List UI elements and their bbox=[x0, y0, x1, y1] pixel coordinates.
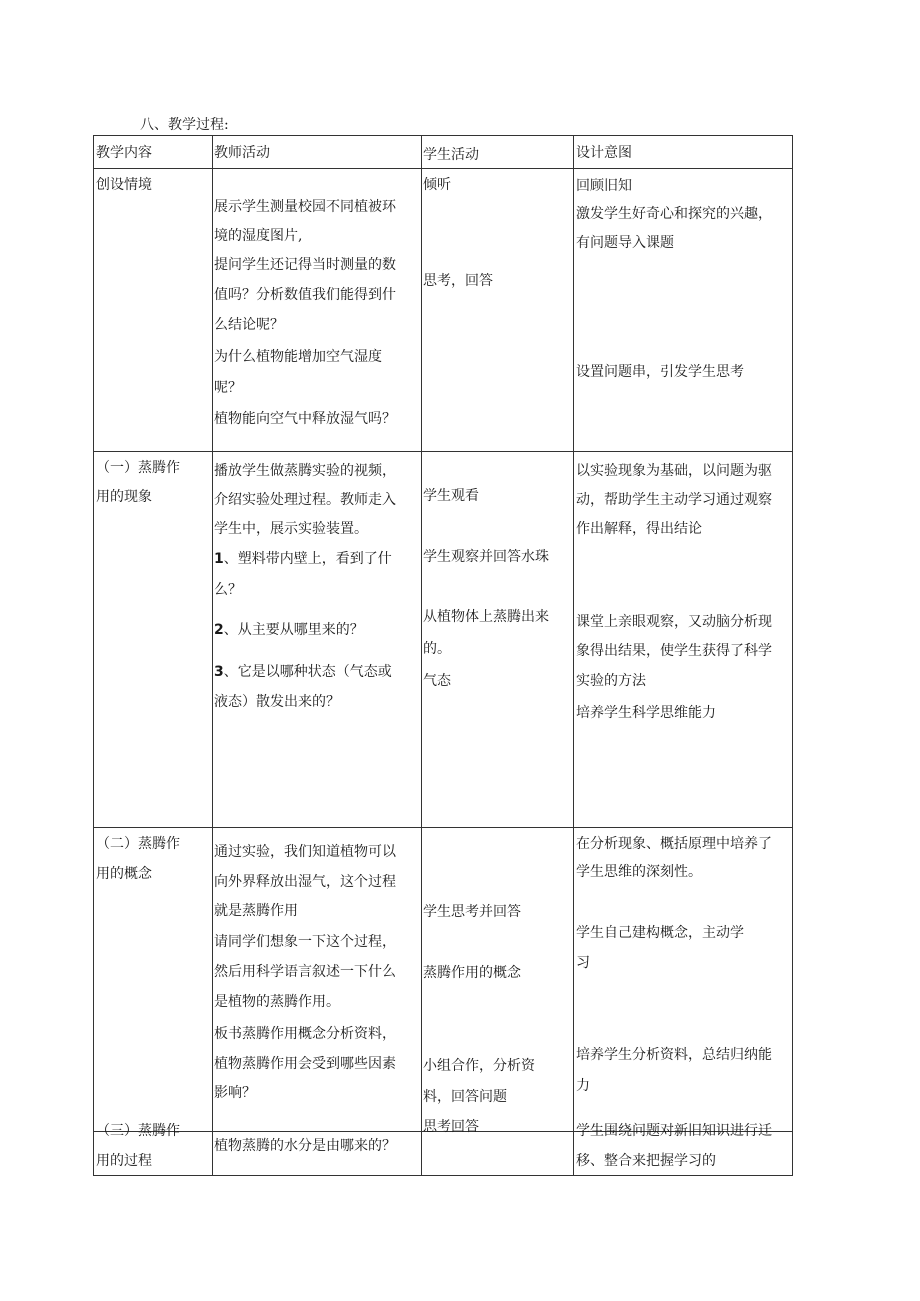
row-1-teacher-line: 么？ bbox=[214, 582, 242, 598]
row-0-teacher-line: 展示学生测量校园不同植被环 bbox=[214, 199, 396, 215]
row-0-student-line: 思考，回答 bbox=[423, 273, 493, 289]
row-1-teacher-line: 1、塑料带内壁上，看到了什 bbox=[214, 551, 392, 567]
row-2-teacher-line: 就是蒸腾作用 bbox=[214, 903, 298, 919]
row-divider bbox=[94, 827, 792, 828]
row-2-teacher-line: 是植物的蒸腾作用。 bbox=[214, 994, 340, 1010]
row-2-design-line: 学生自己建构概念，主动学 bbox=[576, 925, 744, 941]
row-1-teacher-line: 液态）散发出来的？ bbox=[214, 694, 340, 710]
row-1-teacher-line: 2、从主要从哪里来的？ bbox=[214, 622, 364, 638]
row-1-teacher-line: 介绍实验处理过程。教师走入 bbox=[214, 492, 396, 508]
row-1-design-line: 培养学生科学思维能力 bbox=[576, 705, 716, 721]
row-1-teacher-line: 播放学生做蒸腾实验的视频， bbox=[214, 463, 396, 479]
row-2-student-line: 学生思考并回答 bbox=[423, 904, 521, 920]
row-1-student-line: 学生观察并回答水珠 bbox=[423, 549, 549, 565]
row-1-design-line: 象得出结果，使学生获得了科学 bbox=[576, 643, 772, 659]
row-1-teacher-line: 3、它是以哪种状态（气态或 bbox=[214, 664, 392, 680]
row-1-content-line: 用的现象 bbox=[96, 489, 152, 505]
row-2-content-line: 用的概念 bbox=[96, 866, 152, 882]
row-0-teacher-line: 为什么植物能增加空气湿度 bbox=[214, 349, 382, 365]
row-3-student-line: 思考回答 bbox=[423, 1119, 479, 1135]
row-1-design-line: 作出解释，得出结论 bbox=[576, 521, 702, 537]
row-0-design-line: 有问题导入课题 bbox=[576, 235, 674, 251]
row-1-design-line: 课堂上亲眼观察，又动脑分析现 bbox=[576, 614, 772, 630]
row-0-teacher-line: 呢？ bbox=[214, 380, 242, 396]
row-2-design-line: 力 bbox=[576, 1078, 590, 1094]
header-content: 教学内容 bbox=[96, 145, 152, 161]
row-2-teacher-line: 向外界释放出湿气，这个过程 bbox=[214, 874, 396, 890]
row-0-teacher-line: 提问学生还记得当时测量的数 bbox=[214, 257, 396, 273]
row-1-design-line: 以实验现象为基础，以问题为驱 bbox=[576, 463, 772, 479]
row-3-teacher-line: 植物蒸腾的水分是由哪来的？ bbox=[214, 1138, 396, 1154]
row-2-teacher-line: 然后用科学语言叙述一下什么 bbox=[214, 964, 396, 980]
row-0-student-line: 倾听 bbox=[423, 177, 451, 193]
row-3-content-line: （三）蒸腾作 bbox=[96, 1123, 180, 1139]
row-2-teacher-line: 板书蒸腾作用概念分析资料， bbox=[214, 1026, 396, 1042]
row-1-student-line: 学生观看 bbox=[423, 488, 479, 504]
row-2-design-line: 培养学生分析资料，总结归纳能 bbox=[576, 1047, 772, 1063]
row-divider bbox=[94, 168, 792, 169]
row-2-teacher-line: 植物蒸腾作用会受到哪些因素 bbox=[214, 1056, 396, 1072]
list-number: 3 bbox=[214, 664, 224, 680]
row-3-design-line: 学生围绕问题对新旧知识进行迁 bbox=[576, 1123, 772, 1139]
list-number: 2 bbox=[214, 622, 224, 638]
row-2-student-line: 蒸腾作用的概念 bbox=[423, 965, 521, 981]
row-3-design-line: 移、整合来把握学习的 bbox=[576, 1153, 716, 1169]
row-0-teacher-line: 境的湿度图片, bbox=[214, 228, 303, 244]
row-3-content-line: 用的过程 bbox=[96, 1153, 152, 1169]
header-student: 学生活动 bbox=[423, 147, 479, 163]
row-2-teacher-line: 影响？ bbox=[214, 1085, 256, 1101]
row-0-design-line: 激发学生好奇心和探究的兴趣， bbox=[576, 206, 772, 222]
row-2-design-line: 在分析现象、概括原理中培养了 bbox=[576, 836, 772, 852]
row-1-student-line: 的。 bbox=[423, 641, 451, 657]
row-2-design-line: 习 bbox=[576, 955, 590, 971]
row-2-design-line: 学生思维的深刻性。 bbox=[576, 864, 702, 880]
header-design: 设计意图 bbox=[576, 145, 632, 161]
list-number: 1 bbox=[214, 551, 224, 567]
row-divider bbox=[94, 451, 792, 452]
column-divider bbox=[212, 136, 213, 1175]
row-2-teacher-line: 请同学们想象一下这个过程， bbox=[214, 934, 396, 950]
row-1-teacher-line: 学生中，展示实验装置。 bbox=[214, 521, 368, 537]
row-0-design-line: 回顾旧知 bbox=[576, 178, 632, 194]
row-2-student-line: 料，回答问题 bbox=[423, 1089, 507, 1105]
section-heading: 八、教学过程: bbox=[140, 117, 229, 133]
row-0-teacher-line: 植物能向空气中释放湿气吗？ bbox=[214, 411, 396, 427]
column-divider bbox=[573, 136, 574, 1175]
row-2-student-line: 小组合作，分析资 bbox=[423, 1058, 535, 1074]
row-1-student-line: 从植物体上蒸腾出来 bbox=[423, 609, 549, 625]
column-divider bbox=[421, 136, 422, 1175]
row-0-teacher-line: 值吗？分析数值我们能得到什 bbox=[214, 287, 396, 303]
row-1-student-line: 气态 bbox=[423, 673, 451, 689]
row-2-teacher-line: 通过实验，我们知道植物可以 bbox=[214, 844, 396, 860]
row-2-content-line: （二）蒸腾作 bbox=[96, 836, 180, 852]
header-teacher: 教师活动 bbox=[214, 145, 270, 161]
row-0-teacher-line: 么结论呢？ bbox=[214, 317, 284, 333]
row-0-content-line: 创设情境 bbox=[96, 177, 152, 193]
row-1-content-line: （一）蒸腾作 bbox=[96, 460, 180, 476]
row-1-design-line: 实验的方法 bbox=[576, 673, 646, 689]
row-1-design-line: 动，帮助学生主动学习通过观察 bbox=[576, 492, 772, 508]
row-0-design-line: 设置问题串，引发学生思考 bbox=[576, 364, 744, 380]
